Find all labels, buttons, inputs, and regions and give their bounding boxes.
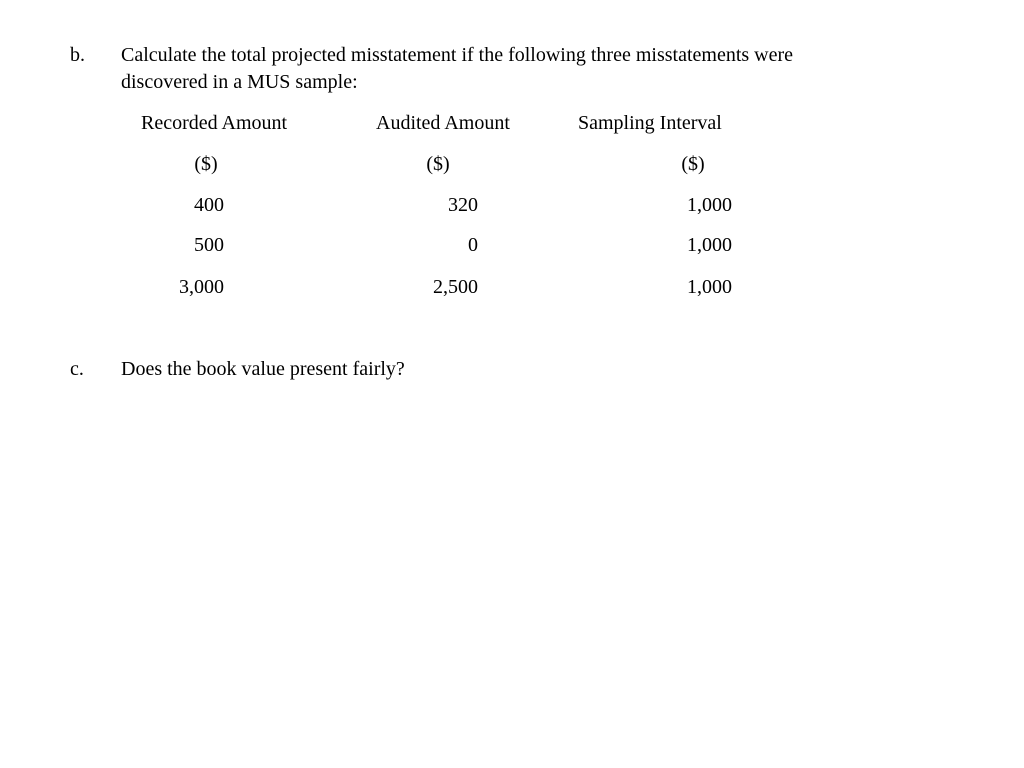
question-c-text: Does the book value present fairly? bbox=[121, 358, 405, 380]
row-1-interval: 1,000 bbox=[687, 194, 732, 216]
question-b-line-2: discovered in a MUS sample: bbox=[121, 71, 358, 93]
row-1-recorded: 400 bbox=[194, 194, 224, 216]
row-3-recorded: 3,000 bbox=[179, 276, 224, 298]
question-b-label: b. bbox=[70, 44, 85, 66]
unit-recorded: ($) bbox=[194, 153, 218, 175]
row-3-interval: 1,000 bbox=[687, 276, 732, 298]
row-1-audited: 320 bbox=[448, 194, 478, 216]
row-2-recorded: 500 bbox=[194, 234, 224, 256]
row-3-audited: 2,500 bbox=[433, 276, 478, 298]
unit-interval: ($) bbox=[681, 153, 705, 175]
header-audited-amount: Audited Amount bbox=[376, 112, 510, 134]
header-recorded-amount: Recorded Amount bbox=[141, 112, 288, 134]
unit-audited: ($) bbox=[426, 153, 450, 175]
question-c-label: c. bbox=[70, 358, 84, 380]
header-sampling-interval: Sampling Interval bbox=[578, 112, 722, 134]
row-2-audited: 0 bbox=[468, 234, 478, 256]
row-2-interval: 1,000 bbox=[687, 234, 732, 256]
question-b-line-1: Calculate the total projected misstatement if the following three misstatements were bbox=[121, 44, 794, 66]
